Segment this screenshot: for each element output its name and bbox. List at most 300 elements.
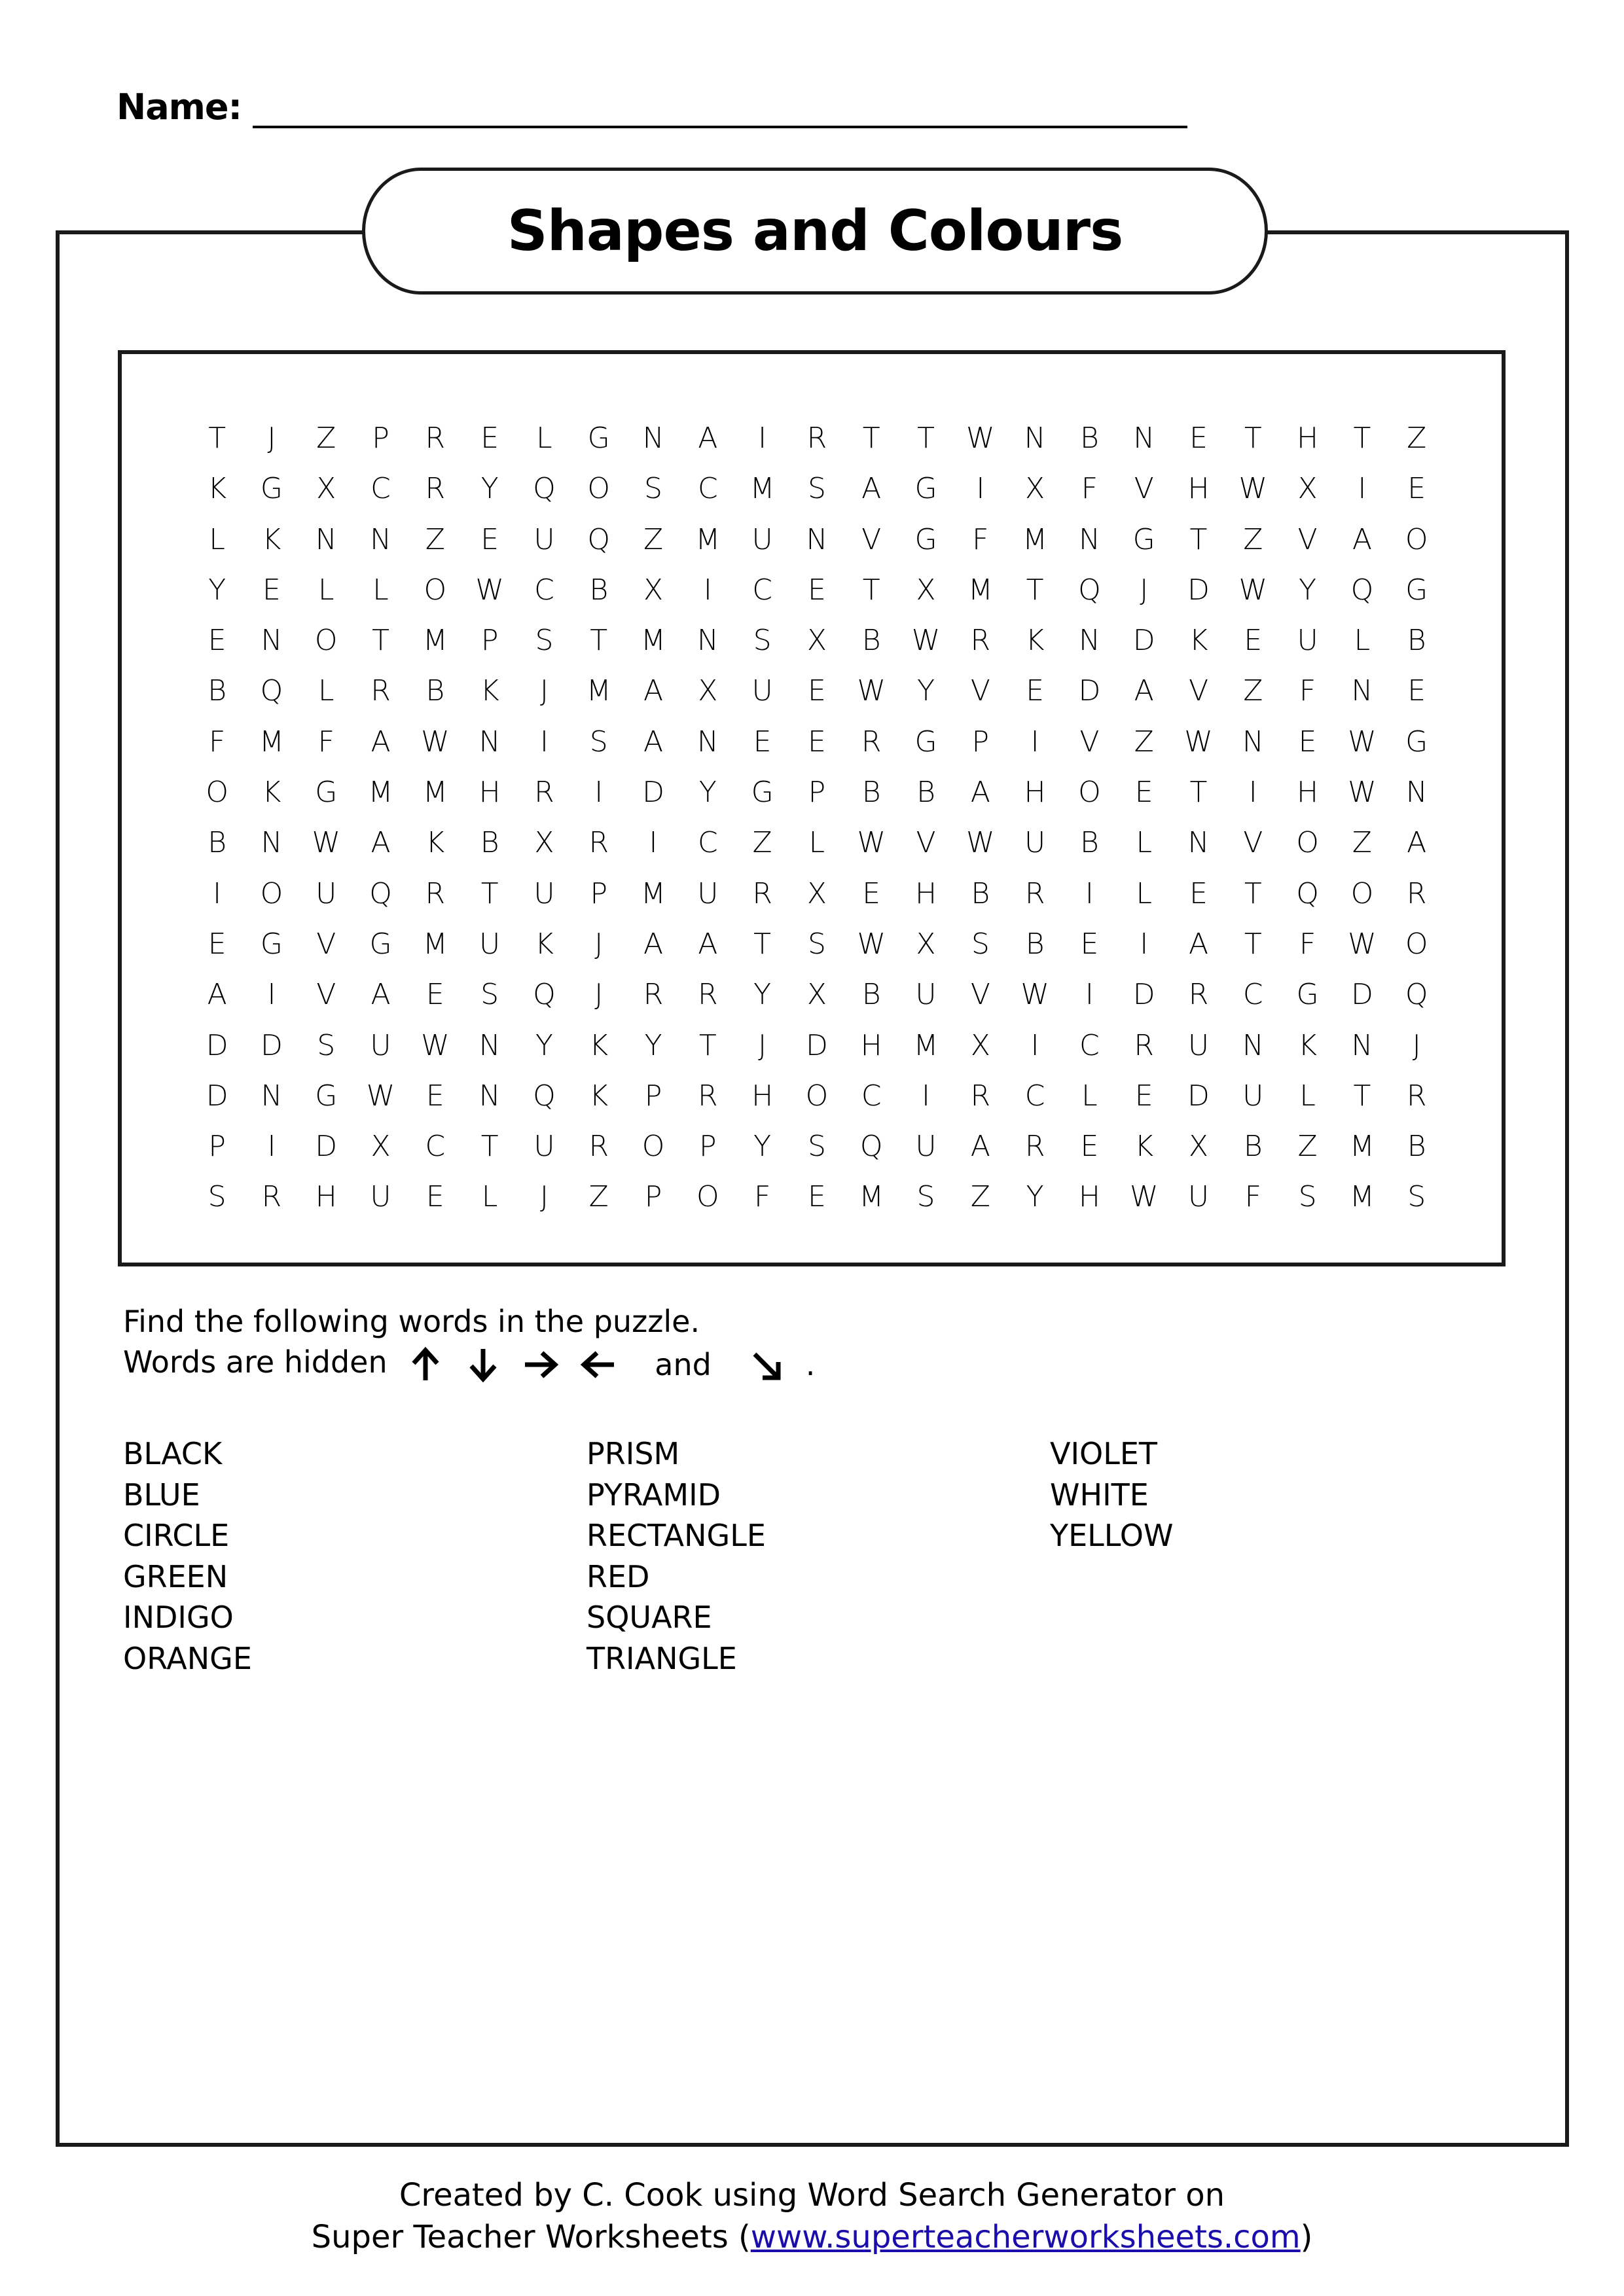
grid-cell[interactable]: E — [1298, 725, 1317, 759]
grid-cell[interactable]: U — [533, 876, 555, 910]
grid-cell[interactable]: B — [861, 978, 881, 1012]
grid-cell[interactable]: E — [808, 573, 826, 607]
grid-cell[interactable]: U — [316, 876, 337, 910]
grid-cell[interactable]: R — [425, 422, 446, 455]
grid-cell[interactable]: U — [1297, 624, 1318, 658]
grid-cell[interactable]: V — [916, 826, 936, 860]
grid-cell[interactable]: P — [208, 1130, 226, 1164]
grid-cell[interactable]: N — [1242, 1028, 1264, 1062]
grid-cell[interactable]: H — [1187, 472, 1210, 506]
grid-cell[interactable]: E — [208, 624, 226, 658]
grid-cell[interactable]: T — [1244, 422, 1262, 455]
grid-cell[interactable]: V — [316, 978, 336, 1012]
grid-cell[interactable]: D — [805, 1028, 828, 1062]
grid-cell[interactable]: M — [695, 522, 721, 556]
grid-cell[interactable]: D — [1187, 573, 1210, 607]
grid-cell[interactable]: N — [1024, 422, 1046, 455]
grid-cell[interactable]: B — [1079, 422, 1099, 455]
grid-cell[interactable]: U — [751, 674, 773, 708]
grid-cell[interactable]: I — [594, 776, 604, 810]
grid-cell[interactable]: R — [1024, 876, 1045, 910]
grid-cell[interactable]: I — [1030, 725, 1039, 759]
grid-cell[interactable]: Q — [1405, 978, 1428, 1012]
grid-cell[interactable]: A — [370, 725, 391, 759]
grid-cell[interactable]: F — [208, 725, 226, 759]
grid-cell[interactable]: G — [1405, 725, 1428, 759]
grid-cell[interactable]: R — [1188, 978, 1209, 1012]
grid-cell[interactable]: P — [971, 725, 990, 759]
grid-cell[interactable]: T — [480, 1130, 499, 1164]
grid-cell[interactable]: T — [1244, 927, 1262, 961]
grid-cell[interactable]: T — [753, 927, 772, 961]
grid-cell[interactable]: S — [807, 927, 826, 961]
grid-cell[interactable]: U — [697, 876, 719, 910]
grid-cell[interactable]: P — [808, 776, 826, 810]
grid-cell[interactable]: K — [1134, 1130, 1154, 1164]
grid-cell[interactable]: K — [535, 927, 554, 961]
grid-cell[interactable]: W — [966, 826, 995, 860]
grid-cell[interactable]: W — [1238, 573, 1268, 607]
grid-cell[interactable]: W — [857, 826, 886, 860]
grid-cell[interactable]: G — [587, 422, 610, 455]
grid-cell[interactable]: E — [808, 725, 826, 759]
grid-cell[interactable]: I — [1358, 472, 1367, 506]
grid-cell[interactable]: M — [422, 776, 448, 810]
grid-cell[interactable]: C — [752, 573, 772, 607]
grid-cell[interactable]: T — [590, 624, 608, 658]
grid-cell[interactable]: D — [315, 1130, 338, 1164]
grid-cell[interactable]: W — [857, 927, 886, 961]
grid-cell[interactable]: X — [806, 624, 827, 658]
grid-cell[interactable]: X — [1297, 472, 1318, 506]
grid-cell[interactable]: H — [751, 1079, 774, 1113]
grid-cell[interactable]: B — [1407, 1130, 1426, 1164]
grid-cell[interactable]: Y — [208, 573, 226, 607]
grid-cell[interactable]: Q — [533, 978, 556, 1012]
grid-cell[interactable]: S — [1407, 1180, 1426, 1214]
grid-cell[interactable]: H — [914, 876, 937, 910]
grid-cell[interactable]: R — [588, 1130, 609, 1164]
grid-cell[interactable]: B — [208, 826, 227, 860]
grid-cell[interactable]: N — [1187, 826, 1210, 860]
grid-cell[interactable]: D — [642, 776, 664, 810]
grid-cell[interactable]: P — [480, 624, 499, 658]
grid-cell[interactable]: R — [261, 1180, 282, 1214]
grid-cell[interactable]: G — [369, 927, 392, 961]
grid-cell[interactable]: B — [425, 674, 445, 708]
grid-cell[interactable]: X — [316, 472, 336, 506]
grid-cell[interactable]: T — [208, 422, 226, 455]
grid-cell[interactable]: T — [480, 876, 499, 910]
grid-cell[interactable]: E — [1407, 674, 1426, 708]
grid-cell[interactable]: Z — [752, 826, 772, 860]
grid-cell[interactable]: W — [421, 725, 450, 759]
grid-cell[interactable]: K — [425, 826, 445, 860]
grid-cell[interactable]: O — [1296, 826, 1319, 860]
grid-cell[interactable]: L — [1299, 1079, 1316, 1113]
grid-cell[interactable]: W — [312, 826, 340, 860]
grid-cell[interactable]: J — [758, 1028, 767, 1062]
grid-cell[interactable]: C — [1242, 978, 1263, 1012]
grid-cell[interactable]: I — [1140, 927, 1149, 961]
grid-cell[interactable]: E — [425, 978, 444, 1012]
grid-cell[interactable]: T — [862, 422, 880, 455]
grid-cell[interactable]: W — [1184, 725, 1213, 759]
grid-cell[interactable]: X — [806, 978, 827, 1012]
grid-cell[interactable]: J — [267, 422, 276, 455]
grid-cell[interactable]: B — [861, 776, 881, 810]
grid-cell[interactable]: T — [1353, 422, 1371, 455]
grid-cell[interactable]: B — [1079, 826, 1099, 860]
grid-cell[interactable]: M — [422, 927, 448, 961]
grid-cell[interactable]: T — [862, 573, 880, 607]
grid-cell[interactable]: V — [1243, 826, 1263, 860]
grid-cell[interactable]: Z — [970, 1180, 990, 1214]
grid-cell[interactable]: U — [479, 927, 501, 961]
grid-cell[interactable]: N — [261, 1079, 283, 1113]
grid-cell[interactable]: Q — [369, 876, 392, 910]
footer-link[interactable]: www.superteacherworksheets.com — [750, 2219, 1301, 2255]
grid-cell[interactable]: J — [594, 927, 604, 961]
grid-cell[interactable]: O — [805, 1079, 829, 1113]
grid-cell[interactable]: S — [1298, 1180, 1317, 1214]
grid-cell[interactable]: W — [366, 1079, 395, 1113]
grid-cell[interactable]: E — [480, 422, 499, 455]
grid-cell[interactable]: D — [1187, 1079, 1210, 1113]
grid-cell[interactable]: Y — [753, 978, 772, 1012]
grid-cell[interactable]: E — [208, 927, 226, 961]
grid-cell[interactable]: Q — [1350, 573, 1374, 607]
grid-cell[interactable]: O — [260, 876, 283, 910]
grid-cell[interactable]: N — [261, 826, 283, 860]
grid-cell[interactable]: T — [1244, 876, 1262, 910]
grid-cell[interactable]: R — [1024, 1130, 1045, 1164]
grid-cell[interactable]: X — [370, 1130, 391, 1164]
grid-cell[interactable]: U — [1242, 1079, 1264, 1113]
grid-cell[interactable]: U — [751, 522, 773, 556]
grid-cell[interactable]: W — [911, 624, 941, 658]
grid-cell[interactable]: S — [971, 927, 990, 961]
grid-cell[interactable]: E — [753, 725, 772, 759]
grid-cell[interactable]: R — [970, 624, 991, 658]
grid-cell[interactable]: N — [370, 522, 391, 556]
grid-cell[interactable]: J — [539, 674, 549, 708]
grid-cell[interactable]: U — [370, 1180, 391, 1214]
grid-cell[interactable]: C — [1079, 1028, 1100, 1062]
grid-cell[interactable]: V — [1079, 725, 1100, 759]
grid-cell[interactable]: L — [536, 422, 552, 455]
grid-cell[interactable]: B — [1243, 1130, 1263, 1164]
grid-cell[interactable]: Y — [1299, 573, 1317, 607]
grid-cell[interactable]: D — [1132, 978, 1155, 1012]
grid-cell[interactable]: Z — [1243, 674, 1263, 708]
grid-cell[interactable]: N — [1242, 725, 1264, 759]
grid-cell[interactable]: R — [643, 978, 664, 1012]
grid-cell[interactable]: D — [1132, 624, 1155, 658]
grid-cell[interactable]: B — [861, 624, 881, 658]
grid-cell[interactable]: N — [478, 1079, 501, 1113]
grid-cell[interactable]: E — [862, 876, 881, 910]
grid-cell[interactable]: X — [643, 573, 664, 607]
grid-cell[interactable]: M — [749, 472, 775, 506]
grid-cell[interactable]: U — [915, 978, 937, 1012]
grid-cell[interactable]: K — [262, 522, 281, 556]
grid-cell[interactable]: I — [1248, 776, 1257, 810]
grid-cell[interactable]: T — [1189, 522, 1208, 556]
grid-cell[interactable]: W — [1129, 1180, 1159, 1214]
grid-cell[interactable]: A — [861, 472, 882, 506]
grid-cell[interactable]: A — [970, 776, 990, 810]
grid-cell[interactable]: L — [372, 573, 389, 607]
grid-cell[interactable]: V — [1134, 472, 1154, 506]
grid-cell[interactable]: V — [316, 927, 336, 961]
grid-cell[interactable]: U — [533, 1130, 555, 1164]
grid-cell[interactable]: R — [861, 725, 882, 759]
grid-cell[interactable]: R — [698, 978, 718, 1012]
grid-cell[interactable]: E — [425, 1180, 444, 1214]
grid-cell[interactable]: L — [1136, 826, 1152, 860]
grid-cell[interactable]: Z — [1134, 725, 1154, 759]
grid-cell[interactable]: Z — [1352, 826, 1372, 860]
grid-cell[interactable]: Z — [1297, 1130, 1318, 1164]
grid-cell[interactable]: J — [539, 1180, 549, 1214]
grid-cell[interactable]: X — [698, 674, 718, 708]
grid-cell[interactable]: L — [1081, 1079, 1098, 1113]
grid-cell[interactable]: R — [534, 776, 554, 810]
grid-cell[interactable]: I — [976, 472, 985, 506]
grid-cell[interactable]: Y — [698, 776, 717, 810]
grid-cell[interactable]: N — [696, 725, 719, 759]
grid-cell[interactable]: A — [1188, 927, 1209, 961]
grid-cell[interactable]: N — [315, 522, 337, 556]
grid-cell[interactable]: O — [587, 472, 611, 506]
grid-cell[interactable]: H — [1024, 776, 1046, 810]
grid-cell[interactable]: T — [1189, 776, 1208, 810]
grid-cell[interactable]: A — [970, 1130, 990, 1164]
grid-cell[interactable]: J — [1412, 1028, 1421, 1062]
grid-cell[interactable]: W — [1348, 776, 1377, 810]
grid-cell[interactable]: H — [1078, 1180, 1100, 1214]
grid-cell[interactable]: U — [533, 522, 555, 556]
grid-cell[interactable]: D — [261, 1028, 283, 1062]
grid-cell[interactable]: N — [806, 522, 828, 556]
grid-cell[interactable]: N — [478, 1028, 501, 1062]
grid-cell[interactable]: A — [643, 927, 664, 961]
grid-cell[interactable]: A — [1134, 674, 1154, 708]
grid-cell[interactable]: E — [1080, 1130, 1099, 1164]
grid-cell[interactable]: W — [966, 422, 995, 455]
grid-cell[interactable]: X — [916, 573, 936, 607]
grid-cell[interactable]: W — [1348, 927, 1377, 961]
grid-cell[interactable]: P — [372, 422, 389, 455]
grid-cell[interactable]: J — [1140, 573, 1149, 607]
grid-cell[interactable]: U — [1187, 1180, 1210, 1214]
grid-cell[interactable]: D — [1350, 978, 1373, 1012]
grid-cell[interactable]: N — [478, 725, 501, 759]
grid-cell[interactable]: L — [317, 674, 334, 708]
grid-cell[interactable]: X — [1188, 1130, 1209, 1164]
grid-cell[interactable]: R — [1134, 1028, 1154, 1062]
grid-cell[interactable]: Z — [425, 522, 445, 556]
grid-cell[interactable]: E — [1189, 422, 1208, 455]
grid-cell[interactable]: Z — [588, 1180, 609, 1214]
grid-cell[interactable]: Y — [1026, 1180, 1044, 1214]
grid-cell[interactable]: N — [1405, 776, 1428, 810]
grid-cell[interactable]: Q — [1296, 876, 1319, 910]
grid-cell[interactable]: I — [267, 1130, 276, 1164]
grid-cell[interactable]: Q — [533, 1079, 556, 1113]
grid-cell[interactable]: H — [1297, 776, 1319, 810]
grid-cell[interactable]: G — [315, 776, 338, 810]
grid-cell[interactable]: W — [1020, 978, 1049, 1012]
grid-cell[interactable]: N — [1133, 422, 1155, 455]
grid-cell[interactable]: F — [1299, 927, 1316, 961]
grid-cell[interactable]: D — [206, 1028, 228, 1062]
grid-cell[interactable]: R — [752, 876, 772, 910]
grid-cell[interactable]: N — [261, 624, 283, 658]
grid-cell[interactable]: E — [1407, 472, 1426, 506]
grid-cell[interactable]: M — [641, 876, 666, 910]
grid-cell[interactable]: N — [642, 422, 664, 455]
grid-cell[interactable]: M — [422, 624, 448, 658]
name-blank-line[interactable] — [253, 126, 1187, 128]
grid-cell[interactable]: S — [208, 1180, 226, 1214]
grid-cell[interactable]: O — [1078, 776, 1101, 810]
grid-cell[interactable]: G — [1296, 978, 1319, 1012]
grid-cell[interactable]: G — [1132, 522, 1155, 556]
grid-cell[interactable]: B — [589, 573, 609, 607]
grid-cell[interactable]: L — [1136, 876, 1152, 910]
grid-cell[interactable]: S — [535, 624, 554, 658]
grid-cell[interactable]: I — [213, 876, 222, 910]
grid-cell[interactable]: E — [262, 573, 281, 607]
grid-cell[interactable]: M — [368, 776, 393, 810]
grid-cell[interactable]: E — [1244, 624, 1263, 658]
grid-cell[interactable]: E — [808, 1180, 826, 1214]
grid-cell[interactable]: R — [698, 1079, 718, 1113]
grid-cell[interactable]: U — [1024, 826, 1046, 860]
grid-cell[interactable]: P — [699, 1130, 717, 1164]
grid-cell[interactable]: N — [1078, 624, 1100, 658]
grid-cell[interactable]: T — [1026, 573, 1044, 607]
grid-cell[interactable]: W — [1238, 472, 1268, 506]
grid-cell[interactable]: A — [643, 674, 664, 708]
grid-cell[interactable]: A — [207, 978, 227, 1012]
grid-cell[interactable]: V — [1297, 522, 1318, 556]
grid-cell[interactable]: U — [1187, 1028, 1210, 1062]
grid-cell[interactable]: S — [807, 472, 826, 506]
grid-cell[interactable]: M — [1349, 1130, 1375, 1164]
grid-cell[interactable]: X — [806, 876, 827, 910]
grid-cell[interactable]: L — [481, 1180, 498, 1214]
grid-cell[interactable]: C — [425, 1130, 446, 1164]
grid-cell[interactable]: A — [1407, 826, 1427, 860]
grid-cell[interactable]: T — [698, 1028, 717, 1062]
grid-cell[interactable]: G — [260, 472, 283, 506]
grid-cell[interactable]: B — [208, 674, 227, 708]
grid-cell[interactable]: B — [1407, 624, 1426, 658]
grid-cell[interactable]: G — [260, 927, 283, 961]
grid-cell[interactable]: A — [370, 978, 391, 1012]
grid-cell[interactable]: T — [372, 624, 389, 658]
grid-cell[interactable]: X — [970, 1028, 990, 1062]
grid-cell[interactable]: I — [267, 978, 276, 1012]
grid-cell[interactable]: S — [807, 1130, 826, 1164]
grid-cell[interactable]: G — [914, 522, 937, 556]
grid-cell[interactable]: O — [206, 776, 228, 810]
grid-cell[interactable]: S — [589, 725, 608, 759]
grid-cell[interactable]: H — [478, 776, 501, 810]
grid-cell[interactable]: Z — [643, 522, 664, 556]
grid-cell[interactable]: R — [588, 826, 609, 860]
grid-cell[interactable]: Z — [1407, 422, 1427, 455]
grid-cell[interactable]: Y — [644, 1028, 662, 1062]
grid-cell[interactable]: A — [1352, 522, 1372, 556]
grid-cell[interactable]: M — [259, 725, 284, 759]
grid-cell[interactable]: S — [480, 978, 499, 1012]
grid-cell[interactable]: C — [1024, 1079, 1045, 1113]
grid-cell[interactable]: E — [480, 522, 499, 556]
grid-cell[interactable]: V — [970, 978, 990, 1012]
grid-cell[interactable]: L — [209, 522, 225, 556]
grid-cell[interactable]: I — [1085, 876, 1094, 910]
grid-cell[interactable]: F — [1299, 674, 1316, 708]
grid-cell[interactable]: M — [1349, 1180, 1375, 1214]
grid-cell[interactable]: M — [967, 573, 993, 607]
grid-cell[interactable]: H — [1297, 422, 1319, 455]
grid-cell[interactable]: I — [539, 725, 549, 759]
grid-cell[interactable]: C — [697, 826, 718, 860]
grid-cell[interactable]: G — [751, 776, 774, 810]
grid-cell[interactable]: T — [1353, 1079, 1371, 1113]
grid-cell[interactable]: H — [315, 1180, 337, 1214]
grid-cell[interactable]: F — [972, 522, 989, 556]
grid-cell[interactable]: D — [1078, 674, 1101, 708]
grid-cell[interactable]: A — [643, 725, 664, 759]
grid-cell[interactable]: Y — [535, 1028, 553, 1062]
grid-cell[interactable]: R — [806, 422, 827, 455]
grid-cell[interactable]: X — [916, 927, 936, 961]
grid-cell[interactable]: O — [1350, 876, 1374, 910]
grid-cell[interactable]: C — [534, 573, 554, 607]
grid-cell[interactable]: P — [644, 1180, 662, 1214]
grid-cell[interactable]: A — [698, 927, 718, 961]
grid-cell[interactable]: Q — [859, 1130, 883, 1164]
grid-cell[interactable]: V — [861, 522, 882, 556]
grid-cell[interactable]: K — [1298, 1028, 1318, 1062]
grid-cell[interactable]: Q — [260, 674, 283, 708]
grid-cell[interactable]: Q — [587, 522, 611, 556]
grid-cell[interactable]: S — [317, 1028, 336, 1062]
grid-cell[interactable]: Q — [533, 472, 556, 506]
grid-cell[interactable]: R — [1406, 1079, 1427, 1113]
grid-cell[interactable]: R — [1406, 876, 1427, 910]
grid-cell[interactable]: Q — [1078, 573, 1101, 607]
grid-cell[interactable]: E — [1189, 876, 1208, 910]
grid-cell[interactable]: B — [916, 776, 935, 810]
grid-cell[interactable]: M — [913, 1028, 939, 1062]
grid-cell[interactable]: V — [1188, 674, 1209, 708]
grid-cell[interactable]: Z — [316, 422, 336, 455]
grid-cell[interactable]: B — [971, 876, 990, 910]
grid-cell[interactable]: A — [698, 422, 718, 455]
grid-cell[interactable]: I — [758, 422, 767, 455]
grid-cell[interactable]: L — [808, 826, 825, 860]
grid-cell[interactable]: I — [1085, 978, 1094, 1012]
grid-cell[interactable]: P — [644, 1079, 662, 1113]
grid-cell[interactable]: C — [370, 472, 391, 506]
grid-cell[interactable]: S — [916, 1180, 935, 1214]
